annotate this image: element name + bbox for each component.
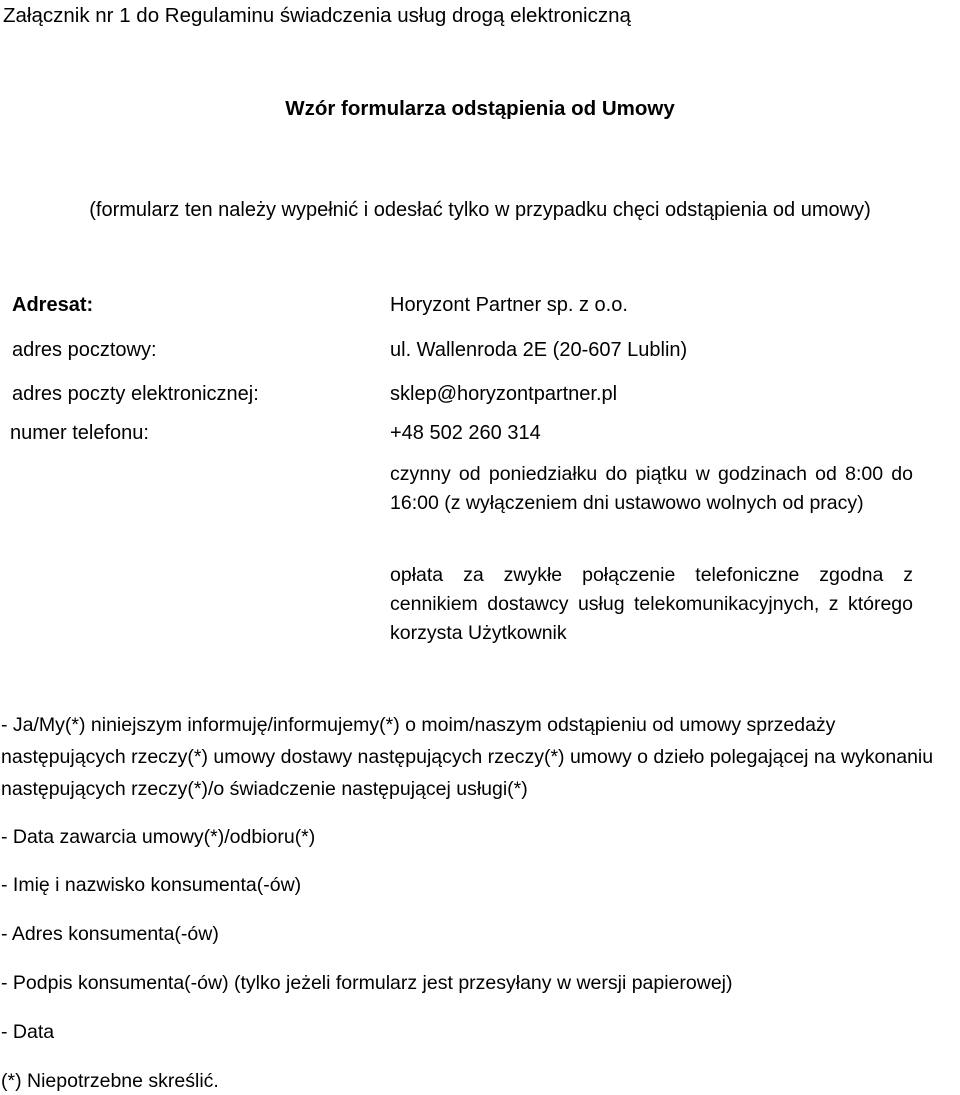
date-line: - Data bbox=[1, 1021, 55, 1043]
form-title: Wzór formularza odstąpienia od Umowy bbox=[285, 97, 675, 120]
phone-value: +48 502 260 314 bbox=[390, 422, 541, 444]
addressee-label: Adresat: bbox=[12, 294, 94, 316]
addressee-name: Horyzont Partner sp. z o.o. bbox=[390, 294, 628, 316]
phone-label: numer telefonu: bbox=[10, 422, 149, 444]
consumer-address-line: - Adres konsumenta(-ów) bbox=[1, 923, 219, 945]
annex-title: Załącznik nr 1 do Regulaminu świadczenia usług drogą elektroniczną bbox=[3, 4, 631, 27]
email-label: adres poczty elektronicznej: bbox=[12, 383, 259, 405]
signature-line: - Podpis konsumenta(-ów) (tylko jeżeli formularz jest przesyłany w wersji papierowej) bbox=[1, 972, 733, 994]
consumer-name-line: - Imię i nazwisko konsumenta(-ów) bbox=[1, 874, 302, 896]
instruction-text: (formularz ten należy wypełnić i odesłać tylko w przypadku chęci odstąpienia od umowy) bbox=[89, 199, 871, 221]
withdrawal-declaration: - Ja/My(*) niniejszym informuję/informujemy(*) o moim/naszym odstąpieniu od umowy sprzedaży następujących rzeczy(*) umowy dostawy następujących rzeczy(*) umowy o dzieło polegającej na wykonaniu następujących rzeczy(*)/o świadczenie następującej usługi(*) bbox=[1, 714, 934, 800]
footnote: (*) Niepotrzebne skreślić. bbox=[1, 1070, 219, 1092]
phone-hours-note: czynny od poniedziałku do piątku w godzinach od 8:00 do 16:00 (z wyłączeniem dni ustawowo wolnych od pracy) bbox=[390, 463, 913, 514]
phone-fee-note: opłata za zwykłe połączenie telefoniczne zgodna z cennikiem dostawcy usług telekomunikacyjnych, z którego korzysta Użytkownik bbox=[390, 564, 913, 644]
postal-address-value: ul. Wallenroda 2E (20-607 Lublin) bbox=[390, 339, 688, 361]
contract-date-line: - Data zawarcia umowy(*)/odbioru(*) bbox=[1, 826, 316, 848]
postal-address-label: adres pocztowy: bbox=[12, 339, 157, 361]
email-value: sklep@horyzontpartner.pl bbox=[390, 383, 618, 405]
